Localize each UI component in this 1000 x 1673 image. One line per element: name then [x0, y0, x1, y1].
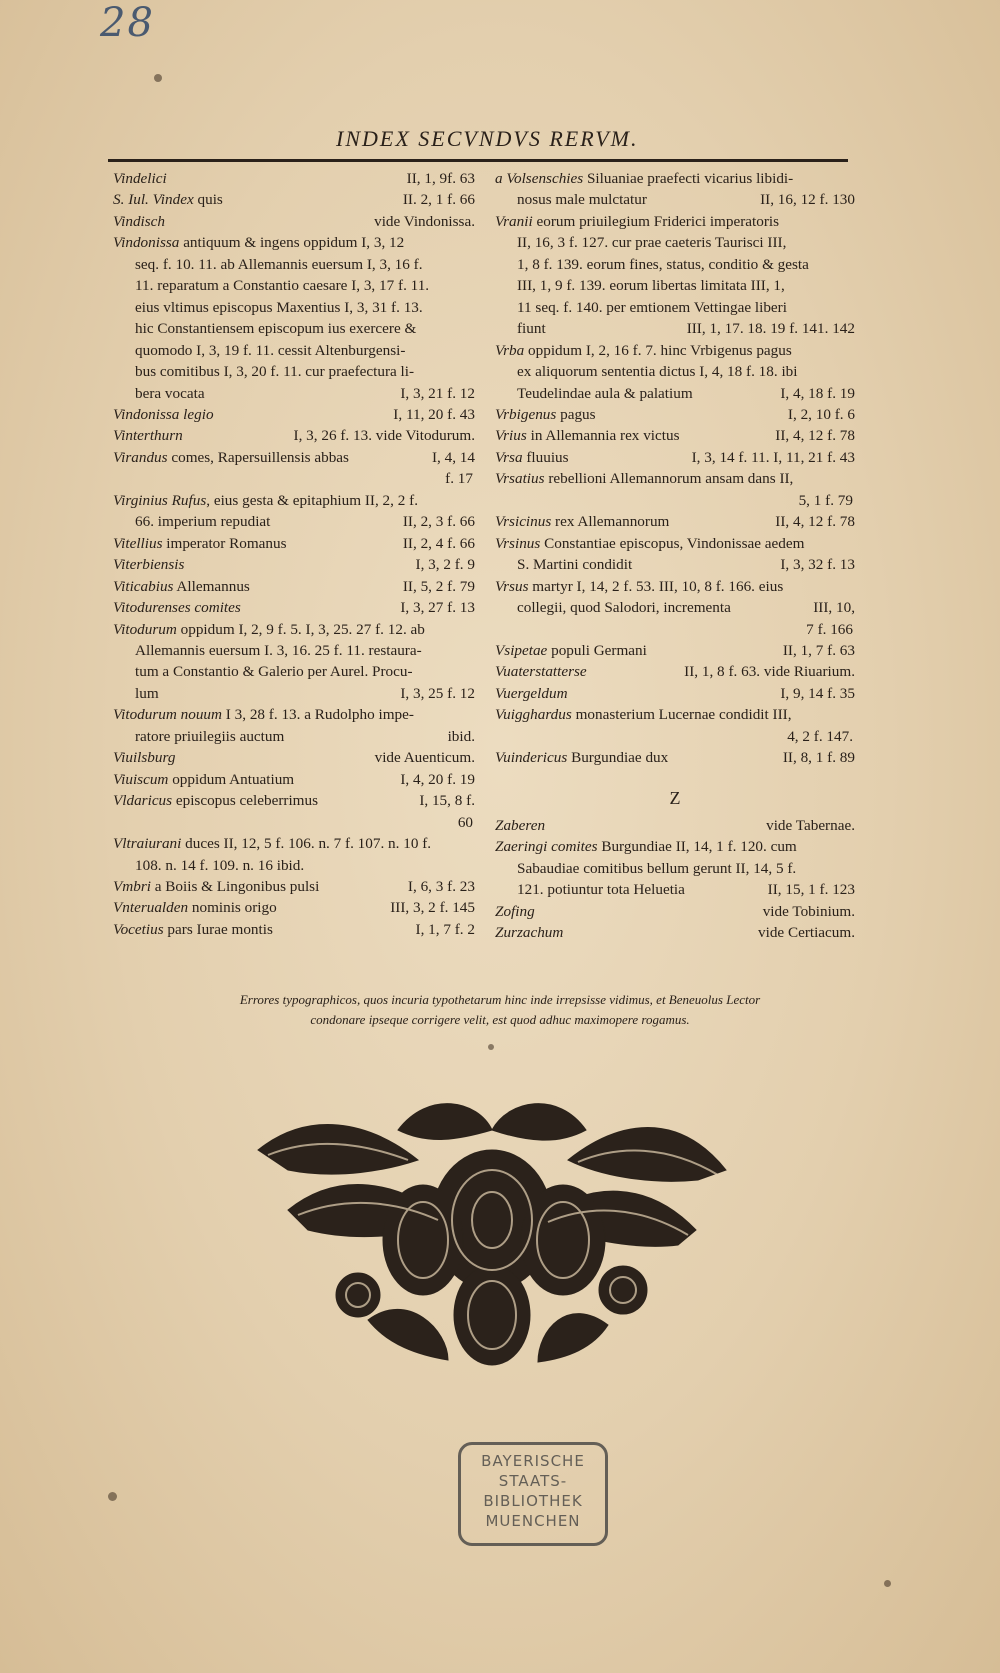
entry-headword: S. Iul. Vindex [113, 191, 194, 209]
entry-text: Viuiscum oppidum Antuatium [113, 770, 295, 788]
entry-headword: Vrsicinus [495, 513, 552, 531]
index-entry-line [495, 879, 855, 900]
index-entry [495, 447, 855, 468]
entry-text [113, 404, 214, 425]
entry-headword: Vrba [495, 341, 525, 359]
index-entry-line [495, 211, 855, 232]
index-entry-line [495, 425, 855, 446]
entry-reference: I, 11, 20 f. 43 [393, 405, 475, 423]
stamp-line-2: STAATS- [498, 1472, 568, 1490]
entry-text: 11 seq. f. 140. per emtionem Vettingae liberi [517, 298, 787, 316]
entry-headword: Zofing [495, 902, 535, 920]
index-entry-line [495, 275, 855, 296]
index-entry [113, 597, 475, 618]
errata-line-2: condonare ipseque corrigere velit, est quod adhuc maximopere rogamus. [310, 1012, 690, 1027]
index-entry-line [113, 919, 475, 940]
entry-headword: Vindonissa legio [113, 405, 214, 423]
index-entry-line [113, 833, 475, 854]
entry-text: Vmbri a Boiis & Lingonibus pulsi [113, 877, 320, 895]
entry-text: S. Martini condidit [517, 556, 633, 574]
entry-reference: II, 4, 12 f. 78 [775, 513, 855, 531]
entry-reference: f. 17 [445, 470, 473, 488]
entry-headword: Viuilsburg [113, 749, 176, 767]
index-entry-line [495, 490, 855, 511]
entry-text: Vrsa fluuius [495, 448, 569, 466]
index-entry [495, 661, 855, 682]
entry-text: bera vocata [135, 384, 205, 402]
entry-reference: II, 8, 1 f. 89 [782, 749, 855, 767]
index-column-right [495, 168, 855, 943]
index-entry [495, 404, 855, 425]
entry-headword: Zurzachum [495, 923, 564, 941]
entry-reference: vide Certiacum. [758, 923, 855, 941]
index-entry-line [495, 383, 855, 404]
entry-text [495, 815, 545, 836]
index-entry-line [495, 168, 855, 189]
index-entry-line [113, 619, 475, 640]
entry-text: ex aliquorum sententia dictus I, 4, 18 f. 18. ibi [517, 363, 798, 381]
index-entry-line [495, 901, 855, 922]
entry-text [113, 747, 175, 768]
entry-text: Vsipetae populi Germani [495, 641, 647, 659]
entry-reference: I, 3, 14 f. 11. I, 11, 21 f. 43 [691, 448, 855, 466]
entry-text [113, 554, 184, 575]
index-entry [113, 554, 475, 575]
index-entry-line [113, 425, 475, 446]
entry-text: hic Constantiensem episcopum ius exercere & [135, 320, 417, 338]
index-entry [113, 876, 475, 897]
entry-text: Vrsatius rebellioni Allemannorum ansam dans II, [495, 470, 794, 488]
entry-headword: Vrsinus [495, 534, 541, 552]
index-entry-line [113, 812, 475, 833]
entry-text [495, 901, 535, 922]
entry-headword: Vitodurenses comites [113, 599, 241, 617]
entry-reference: vide Tobinium. [762, 902, 855, 920]
index-entry [495, 511, 855, 532]
index-entry-line [113, 876, 475, 897]
entry-reference: ibid. [447, 727, 475, 745]
index-entry [495, 468, 855, 511]
entry-reference: II, 2, 3 f. 66 [402, 513, 475, 531]
entry-text: fiunt [517, 320, 546, 338]
entry-text [495, 922, 563, 943]
entry-reference: I, 4, 18 f. 19 [780, 384, 855, 402]
index-entry-line [495, 683, 855, 704]
index-entry-line [113, 232, 475, 253]
index-entry-line [495, 511, 855, 532]
entry-text [113, 597, 241, 618]
entry-headword: Vrsus [495, 577, 529, 595]
index-entry-line [495, 747, 855, 768]
entry-text: eius vltimus episcopus Maxentius I, 3, 31 f. 13. [135, 298, 423, 316]
paper-speck [108, 1492, 117, 1501]
index-entry-line [113, 769, 475, 790]
entry-reference: III, 10, [813, 599, 855, 617]
entry-text: nosus male mulctatur [517, 191, 647, 209]
index-entry-line [113, 211, 475, 232]
index-entry-line [495, 297, 855, 318]
entry-headword: Viuiscum [113, 770, 169, 788]
entry-text: lum [135, 684, 159, 702]
index-entry-line [495, 619, 855, 640]
entry-reference: III, 3, 2 f. 145 [390, 899, 475, 917]
entry-text: Vldaricus episcopus celeberrimus [113, 792, 318, 810]
index-entry [495, 211, 855, 340]
entry-headword: Vitellius [113, 534, 163, 552]
entry-reference: I, 4, 20 f. 19 [400, 770, 475, 788]
errata-line-1: Errores typographicos, quos incuria typothetarum hinc inde irrepsisse vidimus, et Beneuolus Lector [239, 992, 761, 1007]
entry-text [113, 168, 167, 189]
index-entry-line [495, 533, 855, 554]
entry-text [495, 661, 587, 682]
entry-text: Vltraiurani duces II, 12, 5 f. 106. n. 7 f. 107. n. 10 f. [113, 835, 432, 853]
index-entry-line [113, 189, 475, 210]
entry-headword: Vranii [495, 212, 533, 230]
entry-reference: II, 1, 9f. 63 [406, 170, 475, 187]
entry-headword: Vrbigenus [495, 405, 557, 423]
entry-reference: vide Auenticum. [374, 749, 475, 767]
entry-text: Vrius in Allemannia rex victus [495, 427, 680, 445]
index-entry-line [495, 704, 855, 725]
entry-text: Vrsinus Constantiae episcopus, Vindonissae aedem [495, 534, 805, 552]
entry-text: Vocetius pars Iurae montis [113, 920, 273, 938]
entry-text: Vrbigenus pagus [495, 405, 596, 423]
entry-reference: II, 4, 12 f. 78 [775, 427, 855, 445]
index-entry-line [113, 318, 475, 339]
index-entry [113, 919, 475, 940]
index-entry [113, 490, 475, 533]
entry-headword: Vrsa [495, 448, 523, 466]
entry-text: seq. f. 10. 11. ab Allemannis euersum I, 3, 16 f. [135, 255, 423, 273]
entry-headword: Vindisch [113, 212, 166, 230]
index-entry-line [495, 554, 855, 575]
index-entry [495, 836, 855, 900]
paper-speck [884, 1580, 891, 1587]
entry-reference: I, 3, 2 f. 9 [415, 556, 475, 574]
entry-reference: II, 1, 8 f. 63. vide Riuarium. [684, 663, 855, 681]
index-entry-line [113, 383, 475, 404]
entry-headword: Vinterthurn [113, 427, 183, 445]
entry-headword: Virginius Rufus [113, 491, 207, 509]
entry-text [495, 683, 568, 704]
index-entry-line [113, 297, 475, 318]
index-entry [113, 533, 475, 554]
index-entry-line [495, 468, 855, 489]
entry-text: III, 1, 9 f. 139. eorum libertas limitata III, 1, [517, 277, 785, 295]
entry-headword: Vuigghardus [495, 706, 572, 724]
entry-reference: II, 16, 12 f. 130 [760, 191, 855, 209]
index-entry-line [113, 275, 475, 296]
entry-text: ratore priuilegiis auctum [135, 727, 285, 745]
stamp-line-3: BIBLIOTHEK [483, 1492, 583, 1510]
index-entry-line [495, 340, 855, 361]
entry-reference: vide Vindonissa. [374, 212, 475, 230]
entry-text: Vitellius imperator Romanus [113, 534, 287, 552]
entry-text: Vuindericus Burgundiae dux [495, 749, 669, 767]
entry-text: collegii, quod Salodori, incrementa [517, 599, 731, 617]
index-entry [113, 576, 475, 597]
entry-headword: Vsipetae [495, 641, 548, 659]
entry-text: 121. potiuntur tota Heluetia [517, 881, 685, 899]
right-entries [495, 168, 855, 769]
index-entry-line [113, 361, 475, 382]
index-entry-line [495, 404, 855, 425]
index-entry-line [113, 790, 475, 811]
index-entry [113, 232, 475, 404]
index-entry [495, 815, 855, 836]
entry-reference: II, 15, 1 f. 123 [767, 881, 855, 899]
index-entry-line [495, 318, 855, 339]
index-entry [113, 189, 475, 210]
entry-text: Virandus comes, Rapersuillensis abbas [113, 448, 349, 466]
index-entry-line [113, 661, 475, 682]
index-entry [495, 901, 855, 922]
entry-text: Virginius Rufus, eius gesta & epitaphium II, 2, 2 f. [113, 491, 418, 509]
entry-headword: a Volsenschies [495, 170, 584, 187]
index-entry-line [113, 597, 475, 618]
index-entry-line [113, 855, 475, 876]
index-entry [495, 168, 855, 211]
entry-text: Zaeringi comites Burgundiae II, 14, 1 f. 120. cum [495, 838, 797, 856]
section-letter-z: Z [669, 787, 681, 808]
entry-text: 108. n. 14 f. 109. n. 16 ibid. [135, 856, 305, 874]
entry-text: Vindonissa antiquum & ingens oppidum I, 3, 12 [113, 234, 405, 252]
index-entry [495, 922, 855, 943]
entry-reference: I, 3, 27 f. 13 [400, 599, 475, 617]
index-entry-line [495, 576, 855, 597]
handwritten-page-number: 28 [100, 0, 155, 46]
index-entry-line [113, 447, 475, 468]
index-entry [495, 340, 855, 404]
entry-headword: Zaeringi comites [495, 838, 598, 856]
entry-text: Vnterualden nominis origo [113, 899, 277, 917]
entry-reference: vide Tabernae. [766, 816, 855, 834]
entry-headword: Virandus [113, 448, 168, 466]
entry-text: Sabaudiae comitibus bellum gerunt II, 14, 5 f. [517, 859, 797, 877]
entry-text: Vrba oppidum I, 2, 16 f. 7. hinc Vrbigenus pagus [495, 341, 792, 359]
entry-headword: Vindonissa [113, 234, 180, 252]
entry-headword: Vitodurum nouum [113, 706, 222, 724]
index-entry-line [113, 747, 475, 768]
index-entry [113, 897, 475, 918]
index-entry [113, 447, 475, 490]
entry-headword: Vldaricus [113, 792, 173, 810]
index-entry-line [495, 836, 855, 857]
index-entry [495, 533, 855, 576]
index-entry [495, 704, 855, 747]
entry-text: Teudelindae aula & palatium [517, 384, 693, 402]
entry-headword: Vitodurum [113, 620, 177, 638]
index-entry-line [113, 340, 475, 361]
entry-text: S. Iul. Vindex quis [113, 191, 223, 209]
entry-headword: Vuergeldum [495, 684, 568, 702]
entry-reference: I, 15, 8 f. [419, 792, 475, 810]
entry-text: quomodo I, 3, 19 f. 11. cessit Altenburgensi- [135, 341, 406, 359]
entry-reference: II, 5, 2 f. 79 [402, 577, 475, 595]
index-entry [113, 747, 475, 768]
index-entry-line [495, 189, 855, 210]
index-entry-line [113, 726, 475, 747]
index-entry-line [113, 511, 475, 532]
header-rule [108, 159, 848, 162]
index-entry-line [495, 815, 855, 836]
index-entry [113, 619, 475, 705]
entry-text: Allemannis euersum I. 3, 16. 25 f. 11. restaura- [135, 641, 422, 659]
index-entry-line [113, 168, 475, 189]
paper-speck [154, 74, 162, 82]
index-entry-line [113, 897, 475, 918]
entry-headword: Vmbri [113, 877, 151, 895]
entry-text [113, 211, 165, 232]
stamp-line-1: BAYERISCHE [481, 1452, 585, 1470]
entry-reference: I, 1, 7 f. 2 [415, 920, 475, 938]
index-entry [495, 425, 855, 446]
index-entry-line [113, 704, 475, 725]
index-entry [113, 404, 475, 425]
entry-reference: 5, 1 f. 79 [798, 491, 853, 509]
index-entry [113, 425, 475, 446]
running-head: INDEX SECVNDVS RERVM. [336, 126, 639, 151]
index-entry [113, 168, 475, 189]
index-entry-line [113, 576, 475, 597]
index-entry [113, 833, 475, 876]
index-entry-line [113, 640, 475, 661]
index-entry-line [495, 232, 855, 253]
entry-text: bus comitibus I, 3, 20 f. 11. cur praefectura li- [135, 363, 415, 381]
entry-text: Vitodurum oppidum I, 2, 9 f. 5. I, 3, 25. 27 f. 12. ab [113, 620, 425, 638]
index-entry-line [113, 683, 475, 704]
entry-headword: Vuindericus [495, 749, 568, 767]
index-entry-line [113, 554, 475, 575]
index-entry-line [495, 361, 855, 382]
entry-text: a Volsenschies Siluaniae praefecti vicarius libidi- [495, 170, 794, 187]
stamp-line-4: MUENCHEN [485, 1512, 581, 1530]
entry-reference: 7 f. 166 [806, 620, 853, 638]
index-entry-line [113, 490, 475, 511]
entry-text: Viticabius Allemannus [113, 577, 250, 595]
entry-headword: Vocetius [113, 920, 164, 938]
index-column-left [113, 168, 475, 940]
entry-headword: Vrius [495, 427, 527, 445]
index-entry [113, 211, 475, 232]
z-entries [495, 815, 855, 944]
entry-reference: I, 4, 14 [431, 448, 475, 466]
index-entry-line [113, 533, 475, 554]
index-entry-line [495, 661, 855, 682]
library-stamp [458, 1442, 608, 1546]
index-entry-line [495, 447, 855, 468]
index-entry [495, 576, 855, 640]
index-entry-line [495, 858, 855, 879]
entry-reference: II. 2, 1 f. 66 [402, 191, 475, 209]
index-entry-line [495, 922, 855, 943]
entry-reference: 60 [457, 813, 473, 831]
entry-text: II, 16, 3 f. 127. cur prae caeteris Taurisci III, [517, 234, 787, 252]
entry-text: Vrsicinus rex Allemannorum [495, 513, 670, 531]
entry-reference: II, 1, 7 f. 63 [782, 641, 855, 659]
entry-reference: II, 2, 4 f. 66 [402, 534, 475, 552]
index-entry [495, 640, 855, 661]
floral-vignette-ornament [248, 1090, 736, 1372]
index-entry [113, 769, 475, 790]
entry-reference: I, 3, 32 f. 13 [780, 556, 855, 574]
entry-text: 1, 8 f. 139. eorum fines, status, conditio & gesta [517, 255, 809, 273]
entry-reference: I, 9, 14 f. 35 [780, 684, 855, 702]
index-entry-line [113, 254, 475, 275]
index-entry [113, 790, 475, 833]
entry-headword: Vrsatius [495, 470, 545, 488]
entry-headword: Vuaterstatterse [495, 663, 587, 681]
index-entry-line [113, 468, 475, 489]
entry-text [113, 425, 183, 446]
index-entry-line [495, 640, 855, 661]
entry-reference: I, 2, 10 f. 6 [787, 405, 855, 423]
entry-reference: I, 6, 3 f. 23 [407, 877, 475, 895]
entry-reference: I, 3, 25 f. 12 [400, 684, 475, 702]
entry-text: Vranii eorum priuilegium Friderici imperatoris [495, 212, 780, 230]
entry-text: Vitodurum nouum I 3, 28 f. 13. a Rudolpho impe- [113, 706, 414, 724]
entry-reference: I, 3, 21 f. 12 [400, 384, 475, 402]
entry-text: tum a Constantio & Galerio per Aurel. Procu- [135, 663, 413, 681]
entry-reference: 4, 2 f. 147. [787, 727, 853, 745]
entry-text: 11. reparatum a Constantio caesare I, 3, 17 f. 11. [135, 277, 430, 295]
errata-note [150, 990, 850, 1030]
index-entry-line [495, 254, 855, 275]
index-entry [495, 747, 855, 768]
entry-headword: Zaberen [495, 816, 546, 834]
entry-headword: Vltraiurani [113, 835, 182, 853]
index-entry-line [495, 597, 855, 618]
index-entry [113, 704, 475, 747]
entry-text: Vrsus martyr I, 14, 2 f. 53. III, 10, 8 f. 166. eius [495, 577, 784, 595]
entry-reference: III, 1, 17. 18. 19 f. 141. 142 [686, 320, 855, 338]
entry-text: 66. imperium repudiat [135, 513, 271, 531]
entry-headword: Viticabius [113, 577, 174, 595]
entry-headword: Viterbiensis [113, 556, 185, 574]
index-entry [495, 683, 855, 704]
index-entry-line [495, 726, 855, 747]
index-entry-line [113, 404, 475, 425]
entry-headword: Vnterualden [113, 899, 189, 917]
entry-text: Vuigghardus monasterium Lucernae condidit III, [495, 706, 792, 724]
entry-headword: Vindelici [113, 170, 167, 187]
entry-reference: I, 3, 26 f. 13. vide Vitodurum. [293, 427, 475, 445]
paper-speck [488, 1044, 494, 1050]
